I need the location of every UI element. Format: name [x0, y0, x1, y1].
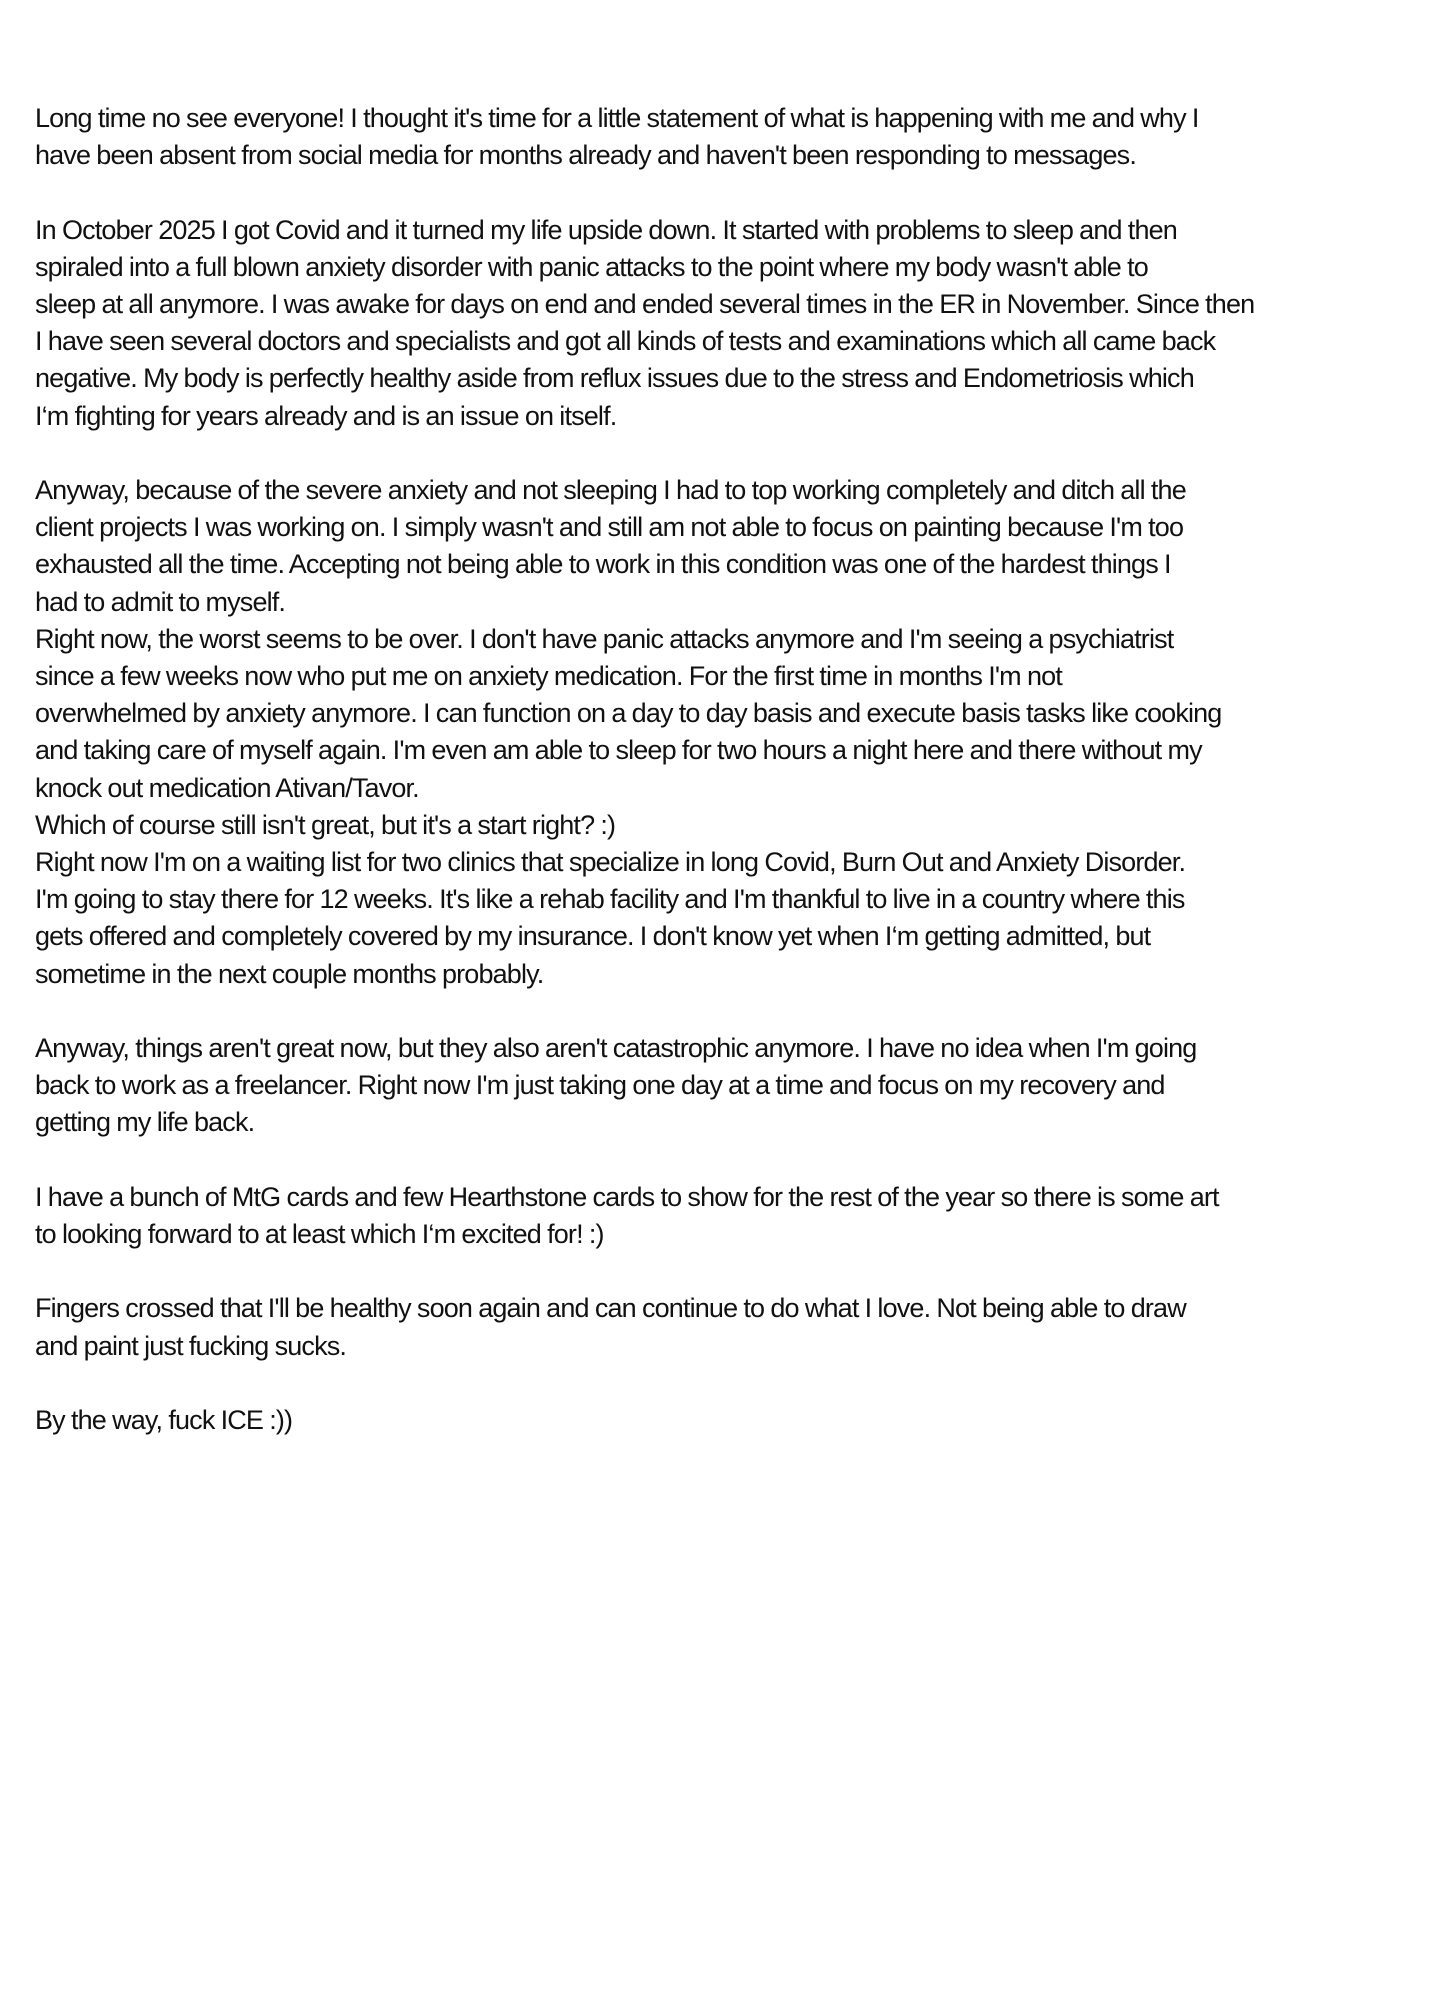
text-line: Right now, the worst seems to be over. I don't have panic attacks anymore and I'm seeing a psychiatrist [35, 623, 1174, 654]
text-line: Anyway, because of the severe anxiety and not sleeping I had to top working completely and ditch all the [35, 475, 1186, 505]
paragraph-covid [35, 212, 1435, 435]
paragraph-start [35, 807, 1435, 844]
text-line: since a few weeks now who put me on anxiety medication. For the first time in months I'm not [35, 661, 1062, 692]
paragraph-closing [35, 1402, 1435, 1439]
text-line: I have seen several doctors and specialists and got all kinds of tests and examinations which all came back [35, 326, 1216, 357]
text-line: Anyway, things aren't great now, but they also aren't catastrophic anymore. I have no idea when I'm going [35, 1033, 1197, 1064]
text-line: negative. My body is perfectly healthy aside from reflux issues due to the stress and Endometriosis which [35, 363, 1194, 394]
paragraph-cards [35, 1179, 1435, 1253]
paragraph-clinics [35, 844, 1435, 993]
paragraph-recovery [35, 621, 1435, 807]
text-line: Long time no see everyone! I thought it's time for a little statement of what is happening with me and why I [35, 103, 1199, 133]
text-line: and paint just fucking sucks. [35, 1330, 347, 1361]
text-line: Right now I'm on a waiting list for two clinics that specialize in long Covid, Burn Out and Anxiety Disorder. [35, 847, 1186, 878]
paragraph-intro [35, 100, 1435, 174]
text-line: I‘m fighting for years already and is an issue on itself. [35, 400, 617, 431]
text-line: knock out medication Ativan/Tavor. [35, 772, 419, 803]
statement-document [35, 100, 1435, 1476]
paragraph-work [35, 472, 1435, 621]
text-line: getting my life back. [35, 1107, 255, 1138]
text-line: I'm going to stay there for 12 weeks. It's like a rehab facility and I'm thankful to live in a country where this [35, 884, 1185, 915]
text-line: exhausted all the time. Accepting not being able to work in this condition was one of the hardest things I [35, 549, 1171, 580]
text-line: have been absent from social media for months already and haven't been responding to messages. [35, 140, 1136, 171]
text-line: sometime in the next couple months probably. [35, 958, 544, 989]
text-line: to looking forward to at least which I‘m excited for! :) [35, 1219, 604, 1250]
text-line: had to admit to myself. [35, 586, 286, 617]
text-line: Fingers crossed that I'll be healthy soon again and can continue to do what I love. Not being able to draw [35, 1293, 1186, 1324]
paragraph-outlook [35, 1030, 1435, 1142]
text-line: and taking care of myself again. I'm even am able to sleep for two hours a night here and there without my [35, 735, 1202, 766]
paragraph-fingers-crossed [35, 1290, 1435, 1364]
text-line: client projects I was working on. I simply wasn't and still am not able to focus on painting because I'm too [35, 512, 1184, 543]
text-line: Which of course still isn't great, but it's a start right? :) [35, 809, 616, 840]
text-line: overwhelmed by anxiety anymore. I can function on a day to day basis and execute basis tasks like cooking [35, 698, 1222, 729]
text-line: sleep at all anymore. I was awake for days on end and ended several times in the ER in November. Since then [35, 289, 1255, 319]
text-line: back to work as a freelancer. Right now I'm just taking one day at a time and focus on my recovery and [35, 1070, 1165, 1101]
text-line: spiraled into a full blown anxiety disorder with panic attacks to the point where my body wasn't able to [35, 251, 1148, 282]
text-line: gets offered and completely covered by my insurance. I don't know yet when I‘m getting admitted, but [35, 921, 1151, 952]
text-line: I have a bunch of MtG cards and few Hearthstone cards to show for the rest of the year so there is some art [35, 1181, 1219, 1212]
text-line: By the way, fuck ICE :)) [35, 1405, 293, 1436]
text-line: In October 2025 I got Covid and it turned my life upside down. It started with problems to sleep and then [35, 214, 1177, 245]
